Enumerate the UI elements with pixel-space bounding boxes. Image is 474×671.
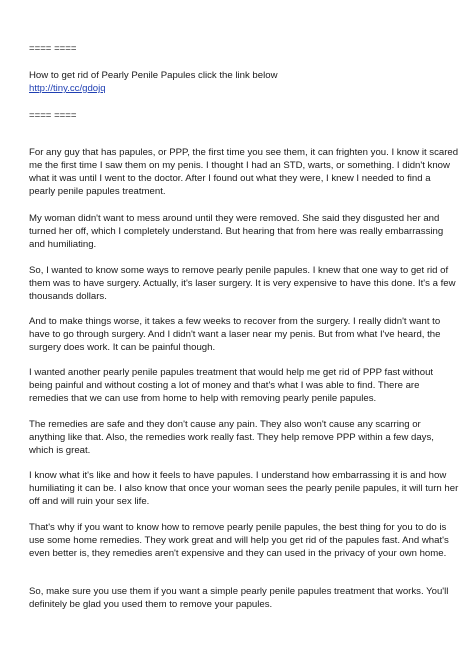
- paragraph-8: That's why if you want to know how to remove pearly penile papules, the best thing for you to do is use some home remedies. They work great and will help you get rid of the papules fast. And what's even better is, they remedies aren't expensive and they can used in the privacy of your own home.: [29, 522, 449, 559]
- promo-heading: How to get rid of Pearly Penile Papules click the link below: [29, 70, 278, 81]
- paragraph-6: The remedies are safe and they don't cause any pain. They also won't cause any scarring or anything like that. Also, the remedies work really fast. They help remove PPP within a few days, which is great.: [29, 419, 434, 456]
- paragraph-1: For any guy that has papules, or PPP, the first time you see them, it can frighten you. I know it scared me the first time I saw them on my penis. I thought I had an STD, warts, or something. I didn't know what it was until I went to the doctor. After I found out what they were, I knew I needed to find a pearly penile papules treatment.: [29, 147, 459, 197]
- separator-top: ==== ====: [29, 43, 77, 54]
- paragraph-2: My woman didn't want to mess around until they were removed. She said they disgusted her and turned her off, which I completely understand. But hearing that from here was really embarrassing and humiliating.: [29, 213, 444, 250]
- paragraph-5: I wanted another pearly penile papules treatment that would help me get rid of PPP fast without being painful and without costing a lot of money and that's what I was able to find. There are remedies that we can use from home to help with removing pearly penile papules.: [29, 367, 434, 404]
- paragraph-9: So, make sure you use them if you want a simple pearly penile papules treatment that works. You'll definitely be glad you used them to remove your papules.: [29, 586, 449, 610]
- separator-bottom: ==== ====: [29, 110, 77, 121]
- paragraph-7: I know what it's like and how it feels to have papules. I understand how embarrassing it is and how humiliating it can be. I also know that once your woman sees the pearly penile papules, it will turn her off and will ruin your sex life.: [29, 470, 459, 507]
- paragraph-3: So, I wanted to know some ways to remove pearly penile papules. I knew that one way to get rid of them was to have surgery. Actually, it's laser surgery. It is very expensive to have this done. It's a few thousands dollars.: [29, 265, 456, 302]
- paragraph-4: And to make things worse, it takes a few weeks to recover from the surgery. I really didn't want to have to go through surgery. And I didn't want a laser near my penis. But from what I've heard, the surgery does work. It can be painful though.: [29, 316, 441, 353]
- promo-link[interactable]: http://tiny.cc/gdojq: [29, 83, 106, 94]
